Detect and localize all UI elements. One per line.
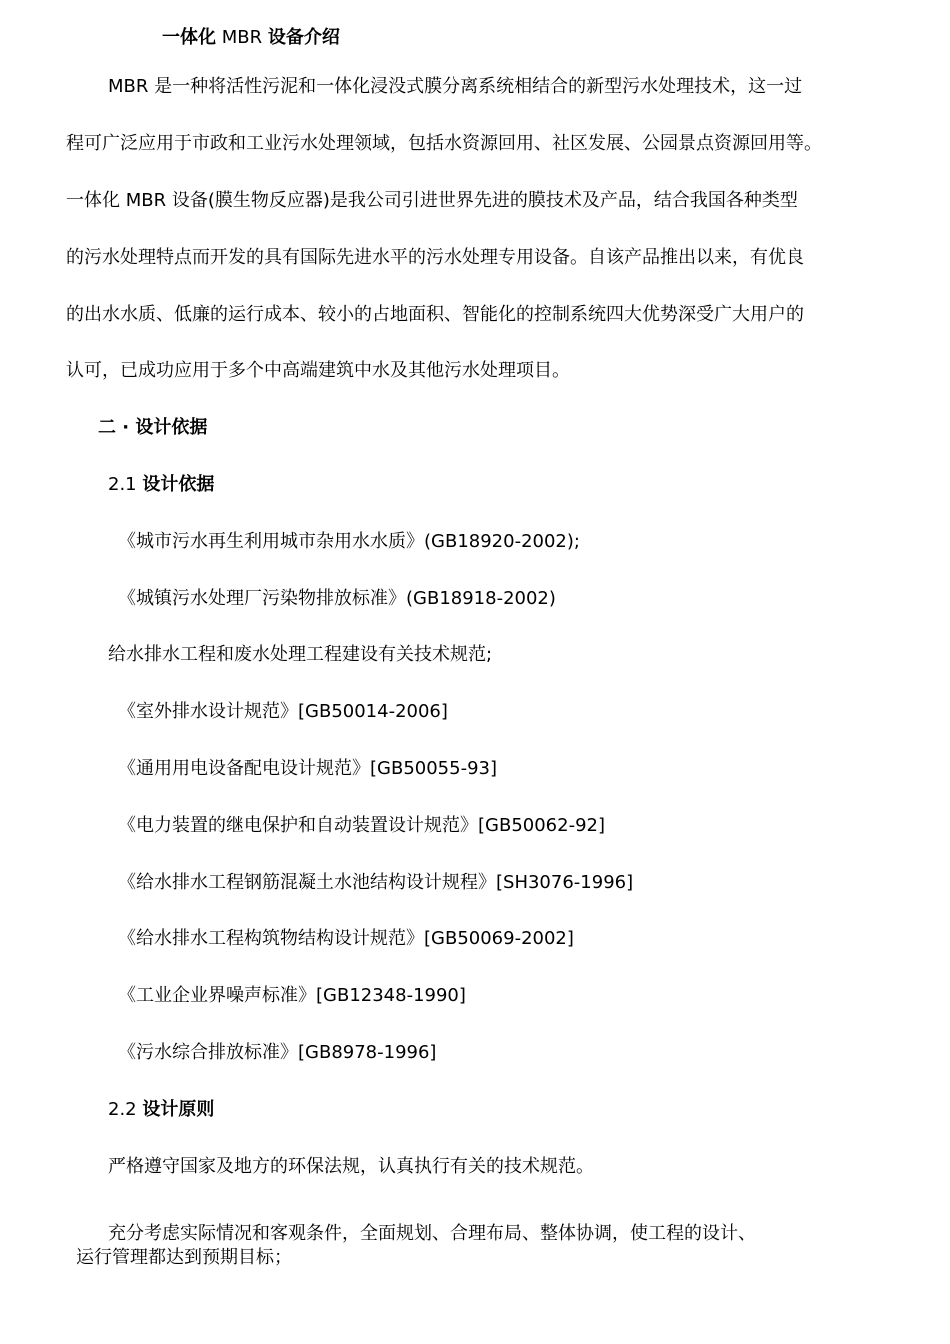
section-2-1-heading: 2.1 设计依据 (108, 474, 215, 495)
principle-para-2-line-1: 充分考虑实际情况和客观条件，全面规划、合理布局、整体协调，使工程的设计、 (108, 1223, 756, 1244)
intro-line-3: 一体化 MBR 设备(膜生物反应器)是我公司引进世界先进的膜技术及产品，结合我国各种类型 (66, 190, 798, 211)
doc-title: 一体化 MBR 设备介绍 (162, 27, 340, 48)
standard-item-10: 《污水综合排放标准》[GB8978-1996] (118, 1042, 437, 1063)
intro-line-4: 的污水处理特点而开发的具有国际先进水平的污水处理专用设备。自该产品推出以来，有优良 (66, 247, 804, 268)
intro-line-1: MBR 是一种将活性污泥和一体化浸没式膜分离系统相结合的新型污水处理技术，这一过 (108, 76, 803, 97)
standard-item-5: 《通用用电设备配电设计规范》[GB50055-93] (118, 758, 498, 779)
principle-para-1: 严格遵守国家及地方的环保法规，认真执行有关的技术规范。 (108, 1156, 594, 1177)
principle-para-2-line-2: 运行管理都达到预期目标； (76, 1247, 292, 1268)
section-2-2-heading: 2.2 设计原则 (108, 1099, 215, 1120)
intro-line-6: 认可，已成功应用于多个中高端建筑中水及其他污水处理项目。 (66, 360, 570, 381)
standard-item-4: 《室外排水设计规范》[GB50014-2006] (118, 701, 448, 722)
standard-item-8: 《给水排水工程构筑物结构设计规范》[GB50069-2002] (118, 928, 574, 949)
standard-item-7: 《给水排水工程钢筋混凝土水池结构设计规程》[SH3076-1996] (118, 872, 634, 893)
intro-line-2: 程可广泛应用于市政和工业污水处理领域，包括水资源回用、社区发展、公园景点资源回用等。 (66, 133, 822, 154)
standard-item-9: 《工业企业界噪声标准》[GB12348-1990] (118, 985, 466, 1006)
standard-item-1: 《城市污水再生利用城市杂用水水质》(GB18920-2002); (118, 531, 580, 552)
section-2-heading: 二 · 设计依据 (98, 417, 208, 438)
standard-item-6: 《电力装置的继电保护和自动装置设计规范》[GB50062-92] (118, 815, 605, 836)
intro-line-5: 的出水水质、低廉的运行成本、较小的占地面积、智能化的控制系统四大优势深受广大用户的 (66, 304, 804, 325)
standard-item-3: 给水排水工程和废水处理工程建设有关技术规范; (108, 644, 493, 665)
standard-item-2: 《城镇污水处理厂污染物排放标准》(GB18918-2002) (118, 588, 556, 609)
